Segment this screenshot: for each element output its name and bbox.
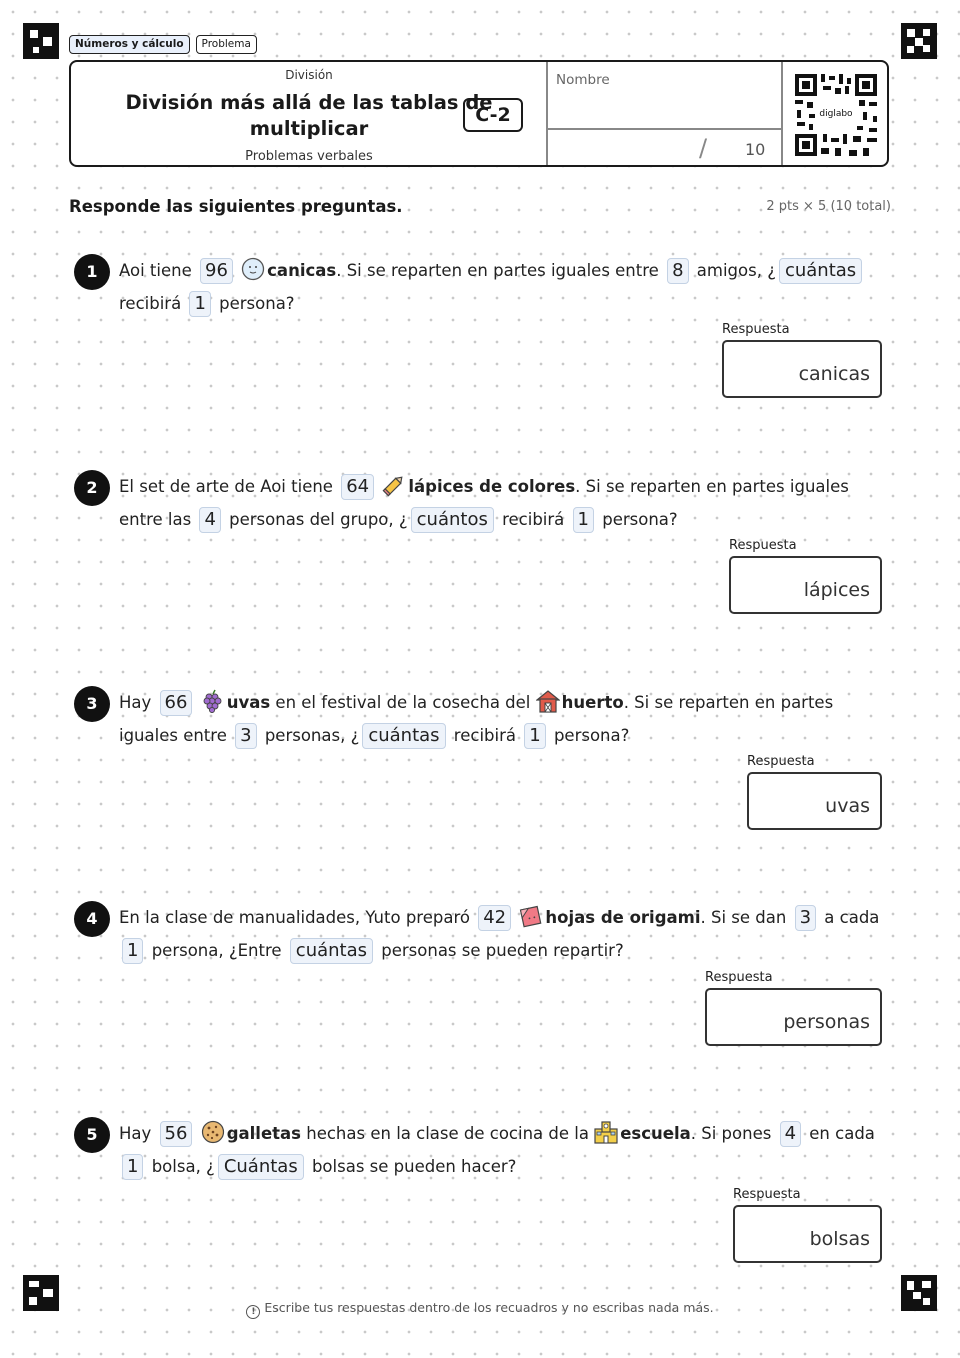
number-box: 4	[199, 507, 220, 533]
number-box: 1	[189, 291, 210, 317]
answer-unit: bolsas	[809, 1228, 870, 1250]
worksheet-category: División	[285, 68, 333, 82]
problem-number: 4	[74, 901, 110, 937]
question-word-box: cuántas	[290, 938, 373, 964]
answer-box-4[interactable]	[705, 988, 882, 1046]
points-info: 2 pts × 5 (10 total)	[766, 199, 891, 214]
svg-text:diglabo: diglabo	[819, 109, 853, 119]
grapes-icon	[201, 689, 225, 713]
answer-label-1: Respuesta	[722, 322, 790, 337]
number-box: 66	[160, 690, 193, 716]
worksheet-subtitle: Problemas verbales	[245, 149, 373, 164]
number-box: 56	[160, 1121, 193, 1147]
corner-marker-top-left	[23, 23, 59, 59]
problem-text: Hay 66 uvas en el festival de la cosecha del huerto. Si se reparten en partes iguales entre 3 personas, ¿ cuántas recibirá 1 persona?	[119, 686, 889, 752]
number-box: 1	[122, 1154, 143, 1180]
answer-label-4: Respuesta	[705, 970, 773, 985]
question-word-box: cuántos	[411, 507, 494, 533]
problem-text: Hay 56 galletas hechas en la clase de cocina de la escuela. Si pones 4 en cada 1 bolsa, ¿ Cuántas bolsas se pueden hacer?	[119, 1117, 889, 1183]
worksheet-code: C-2	[463, 98, 523, 132]
problem-text: El set de arte de Aoi tiene 64 lápices de colores. Si se reparten en partes iguales entre las 4 personas del grupo, ¿ cuántos recibirá 1 persona?	[119, 470, 889, 536]
answer-label-3: Respuesta	[747, 754, 815, 769]
answer-box-3[interactable]	[747, 772, 882, 830]
instructions: Responde las siguientes preguntas.	[69, 197, 403, 216]
question-word-box: cuántas	[362, 723, 445, 749]
number-box: 42	[478, 905, 511, 931]
answer-unit: canicas	[798, 363, 870, 385]
tag-topic: Números y cálculo	[69, 35, 190, 54]
footer-text: Escribe tus respuestas dentro de los recuadros y no escribas nada más.	[264, 1300, 714, 1315]
problem-number: 3	[74, 686, 110, 722]
answer-box-5[interactable]	[733, 1205, 882, 1263]
topic-tags	[69, 35, 257, 54]
question-word-box: cuántas	[779, 258, 862, 284]
worksheet-title: División más allá de las tablas de multiplicar	[125, 91, 493, 140]
number-box: 8	[667, 258, 688, 284]
footer-note	[0, 1300, 960, 1319]
problem-number: 1	[74, 254, 110, 290]
pencil-icon	[382, 473, 406, 497]
number-box: 3	[795, 905, 816, 931]
worksheet-header	[69, 60, 889, 167]
cookie-icon	[201, 1120, 225, 1144]
answer-unit: uvas	[825, 795, 870, 817]
qr-code-icon	[793, 72, 879, 158]
tag-type: Problema	[196, 35, 257, 54]
number-box: 1	[573, 507, 594, 533]
number-box: 1	[524, 723, 545, 749]
problem-text: Aoi tiene 96 canicas. Si se reparten en partes iguales entre 8 amigos, ¿ cuántas recibirá 1 persona?	[119, 254, 889, 320]
answer-label-5: Respuesta	[733, 1187, 801, 1202]
answer-unit: lápices	[803, 579, 870, 601]
school-icon	[594, 1120, 618, 1144]
farmhouse-icon	[536, 689, 560, 713]
problem-text: En la clase de manualidades, Yuto preparó 42 hojas de origami. Si se dan 3 a cada 1 persona, ¿Entre cuántas personas se pueden repartir?	[119, 901, 889, 967]
corner-marker-top-right	[901, 23, 937, 59]
answer-box-2[interactable]	[729, 556, 882, 614]
marble-icon	[241, 257, 265, 281]
answer-label-2: Respuesta	[729, 538, 797, 553]
number-box: 3	[235, 723, 256, 749]
info-icon: !	[246, 1305, 260, 1319]
score-slash: /	[699, 134, 708, 162]
name-label: Nombre	[556, 72, 610, 88]
score-total: 10	[745, 140, 766, 159]
problem-number: 5	[74, 1117, 110, 1153]
answer-unit: personas	[783, 1011, 870, 1033]
answer-box-1[interactable]	[722, 340, 882, 398]
question-word-box: Cuántas	[218, 1154, 304, 1180]
number-box: 96	[200, 258, 233, 284]
origami-icon	[519, 904, 543, 928]
number-box: 4	[780, 1121, 801, 1147]
number-box: 1	[122, 938, 143, 964]
number-box: 64	[341, 474, 374, 500]
problem-number: 2	[74, 470, 110, 506]
